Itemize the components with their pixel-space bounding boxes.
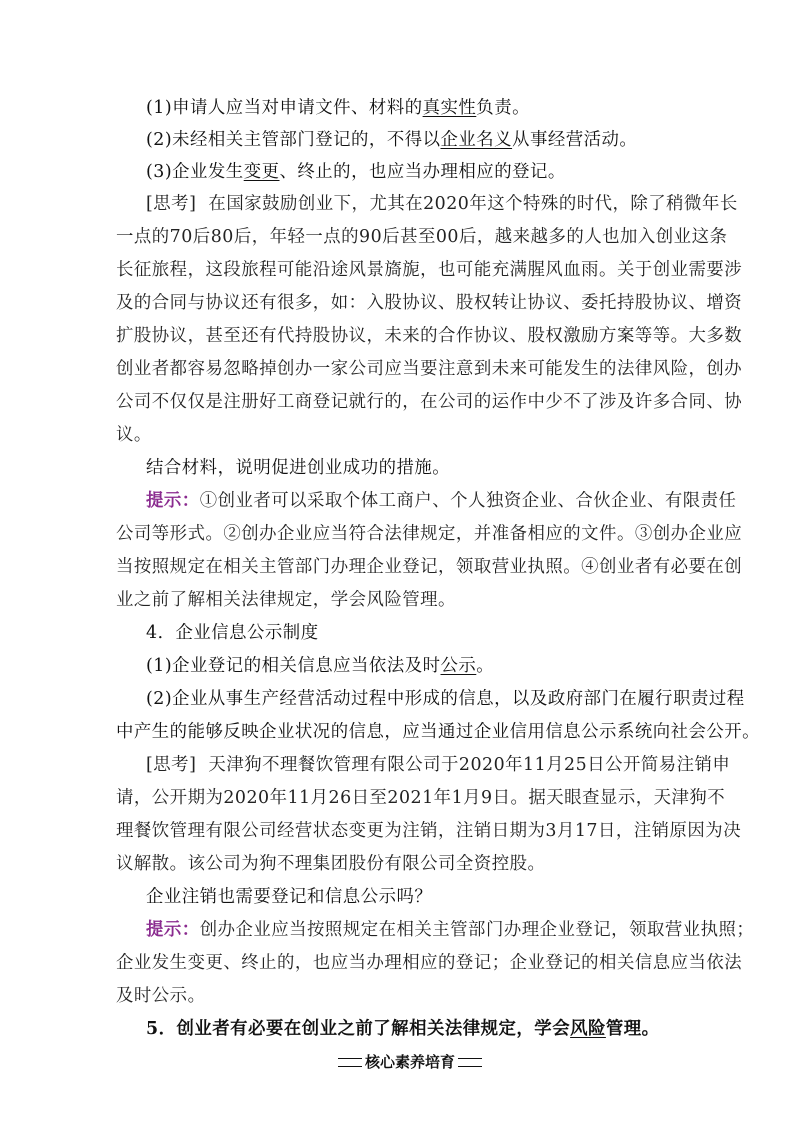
hint-paragraph-line: 企业发生变更、终止的，也应当办理相应的登记；企业登记的相关信息应当依法: [116, 953, 743, 973]
think-label: [思考]: [146, 194, 197, 214]
question-text: 结合材料，说明促进创业成功的措施。: [146, 458, 451, 478]
hint-paragraph-line: 公司等形式。②创办企业应当符合法律规定，并准备相应的文件。③创办企业应: [116, 524, 743, 544]
item-change-registration: (3)企业发生变更、终止的，也应当办理相应的登记。: [146, 162, 566, 182]
hint-paragraph-line: 及时公示。: [116, 986, 206, 1006]
section-paragraph-line: (1)企业登记的相关信息应当依法及时公示。: [146, 656, 495, 676]
think-paragraph-line: 请，公开期为2020年11月26日至2021年1月9日。据天眼查显示，天津狗不: [116, 788, 726, 808]
think-paragraph-line: 议解散。该公司为狗不理集团股份有限公司全资控股。: [116, 854, 546, 874]
question-text: 企业注销也需要登记和信息公示吗？: [146, 887, 433, 907]
think-paragraph-line: 公司不仅仅是注册好工商登记就行的，在公司的运作中少不了涉及许多合同、协: [116, 392, 743, 412]
hint-label: 提示：: [146, 491, 200, 511]
hint-paragraph-line: 提示：创办企业应当按照规定在相关主管部门办理企业登记，领取营业执照；: [146, 920, 755, 940]
think-paragraph-line: 及的合同与协议还有很多，如：入股协议、股权转让协议、委托持股协议、增资: [116, 293, 743, 313]
banner-rule: [338, 1058, 364, 1067]
core-literacy-banner: [338, 1050, 482, 1072]
think-paragraph-line: 长征旅程，这段旅程可能沿途风景旖旎，也可能充满腥风血雨。关于创业需要涉: [116, 260, 743, 280]
hint-paragraph-line: 当按照规定在相关主管部门办理企业登记，领取营业执照。④创业者有必要在创: [116, 557, 743, 577]
think-paragraph-line: 理餐饮管理有限公司经营状态变更为注销，注销日期为3月17日，注销原因为决: [116, 821, 742, 841]
section-paragraph-line: (2)企业从事生产经营活动过程中形成的信息，以及政府部门在履行职责过程: [146, 689, 745, 709]
think-paragraph-line: [思考] 在国家鼓励创业下，尤其在2020年这个特殊的时代，除了稍微年长: [146, 194, 738, 214]
think-label: [思考]: [146, 755, 197, 775]
item-authenticity: (1)申请人应当对申请文件、材料的真实性负责。: [146, 98, 530, 118]
think-paragraph-line: 一点的70后80后，年轻一点的90后甚至00后，越来越多的人也加入创业这条: [116, 227, 728, 247]
item-enterprise-name: (2)未经相关主管部门登记的，不得以企业名义从事经营活动。: [146, 130, 638, 150]
think-paragraph-line: 扩股协议，甚至还有代持股协议，未来的合作协议、股权激励方案等等。大多数: [116, 326, 743, 346]
section-paragraph-line: 中产生的能够反映企业状况的信息，应当通过企业信用信息公示系统向社会公开。: [116, 722, 761, 742]
hint-paragraph-line: 业之前了解相关法律规定，学会风险管理。: [116, 590, 456, 610]
banner-title: 核心素养培育: [362, 1051, 458, 1072]
section-heading: 4．企业信息公示制度: [146, 623, 319, 643]
think-paragraph-line: [思考] 天津狗不理餐饮管理有限公司于2020年11月25日公开简易注销申: [146, 755, 731, 775]
think-paragraph-line: 创业者都容易忽略掉创办一家公司应当要注意到未来可能发生的法律风险，创办: [116, 359, 743, 379]
think-paragraph-line: 议。: [116, 425, 152, 445]
hint-paragraph-line: 提示：①创业者可以采取个体工商户、个人独资企业、合伙企业、有限责任: [146, 491, 737, 511]
banner-rule: [456, 1058, 482, 1067]
section-heading: 5．创业者有必要在创业之前了解相关法律规定，学会风险管理。: [146, 1019, 660, 1039]
hint-label: 提示：: [146, 920, 200, 940]
